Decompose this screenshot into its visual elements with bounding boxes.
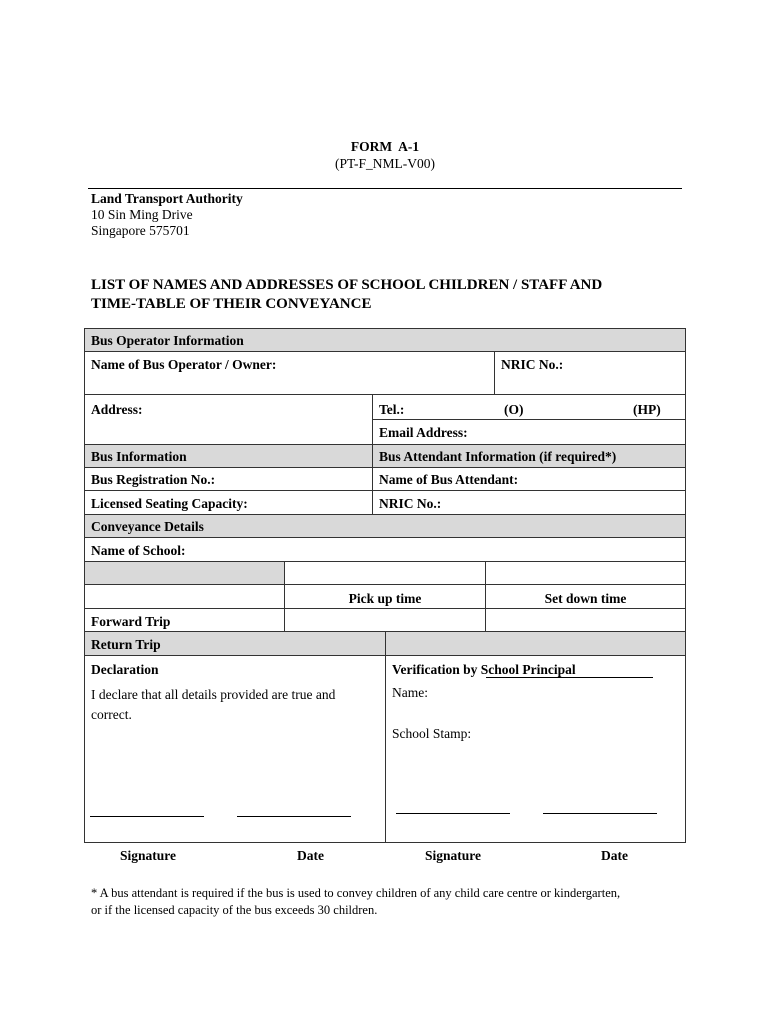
timetable-corner-cell	[84, 561, 285, 585]
email-label: Email Address:	[379, 425, 468, 440]
declaration-signature-line[interactable]	[90, 816, 204, 817]
header-rule	[88, 188, 682, 189]
operator-nric-field[interactable]	[494, 351, 686, 395]
return-trip-shaded-cell	[385, 631, 686, 656]
attendant-name-field[interactable]	[372, 467, 686, 491]
date-caption-1: Date	[297, 848, 324, 863]
return-trip-cell	[84, 631, 386, 656]
forward-trip-cell	[84, 608, 285, 632]
principal-signature-line[interactable]	[396, 813, 510, 814]
operator-name-label: Name of Bus Operator / Owner:	[91, 357, 277, 372]
verification-title-underline	[486, 677, 653, 678]
form-code: (PT-F_NML-V00)	[334, 156, 435, 171]
attendant-header	[372, 444, 686, 468]
return-trip-label: Return Trip	[91, 637, 161, 652]
school-name-label: Name of School:	[91, 543, 186, 558]
seating-capacity-field[interactable]	[84, 490, 373, 515]
attendant-section-label: Bus Attendant Information (if required*)	[379, 449, 617, 464]
footnote-line-2: or if the licensed capacity of the bus exceeds 30 children.	[91, 903, 378, 917]
footnote-line-1: * A bus attendant is required if the bus is used to convey children of any child care centre or kindergarten,	[91, 886, 621, 900]
forward-trip-label: Forward Trip	[91, 614, 171, 629]
verification-name-label: Name:	[392, 685, 428, 700]
seating-capacity-label: Licensed Seating Capacity:	[91, 496, 248, 511]
signature-caption-2: Signature	[425, 848, 482, 863]
declaration-text: I declare that all details provided are true and correct.	[91, 687, 336, 722]
page-title-line-1: LIST OF NAMES AND ADDRESSES OF SCHOOL CHILDREN / STAFF AND	[91, 277, 603, 293]
forward-pickup-field[interactable]	[284, 608, 486, 632]
bus-info-section-label: Bus Information	[91, 449, 187, 464]
operator-tel-field[interactable]	[372, 394, 686, 420]
operator-address-label: Address:	[91, 402, 143, 417]
bus-registration-field[interactable]	[84, 467, 373, 491]
operator-name-field[interactable]	[84, 351, 495, 395]
bus-registration-label: Bus Registration No.:	[91, 472, 216, 487]
operator-address-field[interactable]	[84, 394, 373, 445]
verification-box	[385, 655, 686, 843]
date-caption-2: Date	[601, 848, 628, 863]
attendant-nric-field[interactable]	[372, 490, 686, 515]
tel-hp-label: (HP)	[633, 402, 661, 417]
operator-email-field[interactable]	[372, 419, 686, 445]
principal-date-line[interactable]	[543, 813, 657, 814]
bus-operator-header	[84, 328, 686, 352]
conveyance-section-label: Conveyance Details	[91, 519, 204, 534]
conveyance-header	[84, 514, 686, 538]
timetable-header-blank	[84, 584, 285, 609]
form-title: FORM A-1	[350, 139, 420, 154]
timetable-blank-cell-1[interactable]	[284, 561, 486, 585]
address-line-2: Singapore 575701	[91, 223, 190, 238]
address-line-1: 10 Sin Ming Drive	[91, 207, 193, 222]
bus-operator-section-label: Bus Operator Information	[91, 333, 244, 348]
tel-label: Tel.:	[379, 402, 405, 417]
signature-caption-1: Signature	[120, 848, 177, 863]
attendant-name-label: Name of Bus Attendant:	[379, 472, 519, 487]
bus-info-header	[84, 444, 373, 468]
forward-setdown-field[interactable]	[485, 608, 686, 632]
setdown-time-header	[485, 584, 686, 609]
setdown-time-label: Set down time	[544, 591, 627, 606]
timetable-blank-cell-2[interactable]	[485, 561, 686, 585]
declaration-box	[84, 655, 386, 843]
school-stamp-label: School Stamp:	[392, 726, 472, 741]
tel-office-label: (O)	[504, 402, 524, 417]
org-name: Land Transport Authority	[91, 191, 243, 206]
school-name-field[interactable]	[84, 537, 686, 562]
pickup-time-label: Pick up time	[348, 591, 422, 606]
pickup-time-header	[284, 584, 486, 609]
page-title-line-2: TIME-TABLE OF THEIR CONVEYANCE	[91, 296, 372, 312]
verification-title: Verification by School Principal	[392, 662, 576, 677]
declaration-date-line[interactable]	[237, 816, 351, 817]
declaration-title: Declaration	[91, 662, 159, 677]
operator-nric-label: NRIC No.:	[501, 357, 564, 372]
attendant-nric-label: NRIC No.:	[379, 496, 442, 511]
